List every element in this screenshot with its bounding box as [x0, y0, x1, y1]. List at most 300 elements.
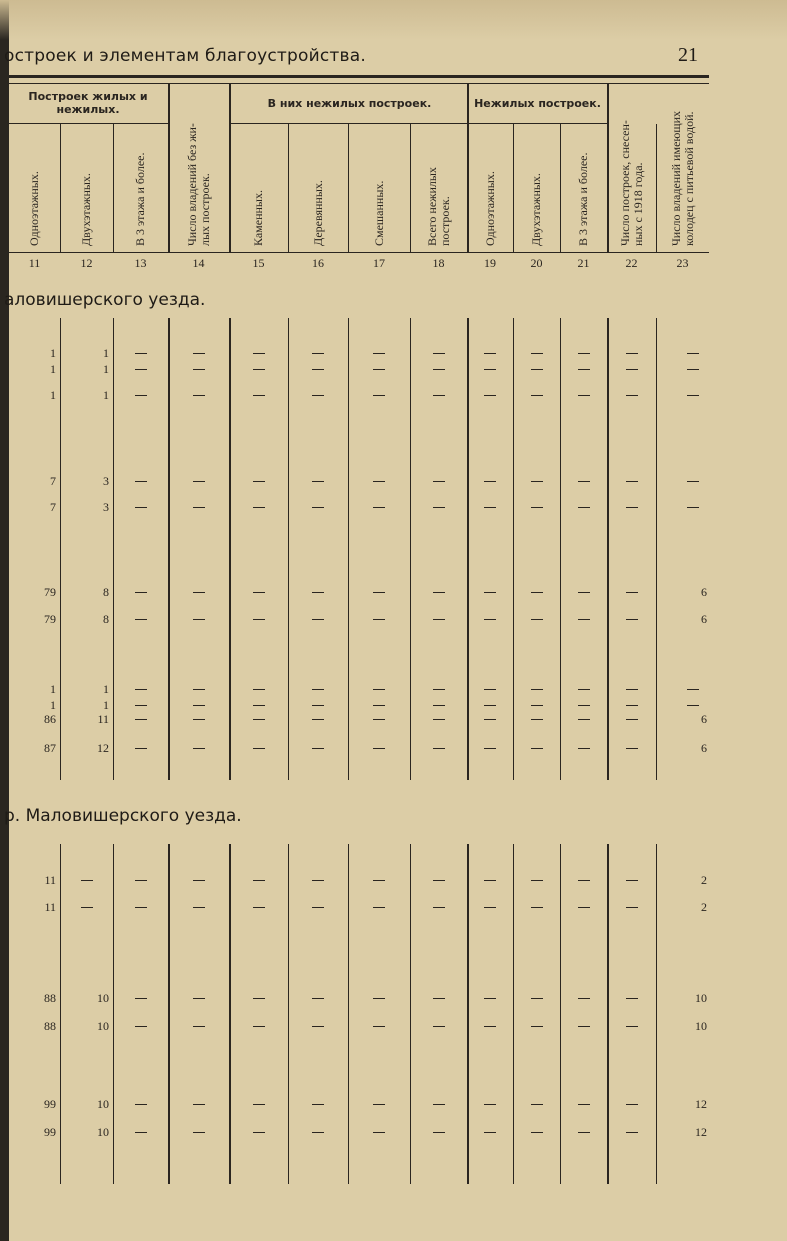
- empty-cell-dash: [433, 689, 445, 690]
- empty-cell-dash: [373, 705, 385, 706]
- cell-value: 11: [44, 900, 56, 914]
- column-number-19: 19: [484, 256, 496, 270]
- empty-cell-dash: [253, 619, 265, 620]
- empty-cell-dash: [135, 748, 147, 749]
- empty-cell-dash: [484, 592, 496, 593]
- column-number-17: 17: [373, 256, 385, 270]
- empty-cell-dash: [253, 689, 265, 690]
- empty-cell-dash: [253, 907, 265, 908]
- empty-cell-dash: [253, 481, 265, 482]
- empty-cell-dash: [253, 369, 265, 370]
- empty-cell-dash: [253, 748, 265, 749]
- empty-cell-dash: [312, 481, 324, 482]
- empty-cell-dash: [312, 998, 324, 999]
- empty-cell-dash: [193, 619, 205, 620]
- body-column-divider: [288, 318, 289, 780]
- empty-cell-dash: [373, 748, 385, 749]
- empty-cell-dash: [433, 1104, 445, 1105]
- cell-value: 1: [50, 682, 56, 696]
- empty-cell-dash: [135, 1026, 147, 1027]
- empty-cell-dash: [135, 719, 147, 720]
- empty-cell-dash: [433, 705, 445, 706]
- empty-cell-dash: [433, 619, 445, 620]
- empty-cell-dash: [193, 369, 205, 370]
- empty-cell-dash: [433, 719, 445, 720]
- empty-cell-dash: [312, 1104, 324, 1105]
- cell-value: 86: [44, 712, 56, 726]
- empty-cell-dash: [312, 907, 324, 908]
- cell-value: 3: [103, 500, 109, 514]
- header-column-divider: [467, 84, 469, 252]
- cell-value: 8: [103, 612, 109, 626]
- cell-value: 88: [44, 991, 56, 1005]
- cell-value: 6: [701, 741, 707, 755]
- empty-cell-dash: [484, 998, 496, 999]
- empty-cell-dash: [135, 507, 147, 508]
- cell-value: 1: [50, 362, 56, 376]
- cell-value: 6: [701, 585, 707, 599]
- empty-cell-dash: [531, 369, 543, 370]
- body-column-divider: [560, 844, 561, 1184]
- cell-value: 88: [44, 1019, 56, 1033]
- empty-cell-dash: [531, 1026, 543, 1027]
- cell-value: 1: [103, 388, 109, 402]
- section-title: р. Маловишерского уезда.: [4, 806, 242, 826]
- empty-cell-dash: [253, 719, 265, 720]
- empty-cell-dash: [312, 1132, 324, 1133]
- column-header-text: Число построек, снесен-: [617, 120, 632, 246]
- empty-cell-dash: [626, 719, 638, 720]
- empty-cell-dash: [193, 507, 205, 508]
- empty-cell-dash: [193, 395, 205, 396]
- empty-cell-dash: [484, 705, 496, 706]
- empty-cell-dash: [578, 592, 590, 593]
- header-column-divider: [560, 124, 561, 252]
- empty-cell-dash: [531, 619, 543, 620]
- empty-cell-dash: [687, 395, 699, 396]
- cell-value: 79: [44, 612, 56, 626]
- empty-cell-dash: [626, 592, 638, 593]
- empty-cell-dash: [373, 369, 385, 370]
- column-header-text: Смешанных.: [371, 180, 386, 246]
- column-number-23: 23: [676, 256, 689, 270]
- column-header-text: лых построек.: [197, 173, 212, 246]
- page-binding-shadow: [0, 0, 9, 1241]
- cell-value: 10: [97, 1019, 109, 1033]
- empty-cell-dash: [373, 719, 385, 720]
- column-header-text: Двухэтажных.: [79, 173, 93, 246]
- body-column-divider: [656, 318, 657, 780]
- body-column-divider: [168, 844, 170, 1184]
- empty-cell-dash: [253, 1132, 265, 1133]
- header-bottom-rule: [9, 252, 709, 253]
- empty-cell-dash: [373, 689, 385, 690]
- empty-cell-dash: [373, 353, 385, 354]
- empty-cell-dash: [135, 880, 147, 881]
- empty-cell-dash: [531, 880, 543, 881]
- column-header-text: Одноэтажных.: [482, 171, 497, 246]
- empty-cell-dash: [578, 705, 590, 706]
- body-column-divider: [513, 844, 514, 1184]
- body-column-divider: [467, 844, 469, 1184]
- empty-cell-dash: [373, 1026, 385, 1027]
- header-column-divider: [229, 84, 231, 252]
- empty-cell-dash: [135, 998, 147, 999]
- page-header-title: остроек и элементам благоустройства.: [4, 46, 366, 66]
- empty-cell-dash: [687, 481, 699, 482]
- empty-cell-dash: [433, 998, 445, 999]
- empty-cell-dash: [484, 481, 496, 482]
- body-column-divider: [113, 844, 114, 1184]
- cell-value: 12: [695, 1097, 707, 1111]
- empty-cell-dash: [312, 719, 324, 720]
- header-column-divider: [60, 124, 61, 252]
- cell-value: 7: [50, 474, 56, 488]
- body-column-divider: [229, 318, 231, 780]
- empty-cell-dash: [626, 619, 638, 620]
- column-header-text: В 3 этажа и более.: [133, 152, 147, 246]
- empty-cell-dash: [531, 907, 543, 908]
- column-header-text: Всего нежилых: [424, 167, 439, 246]
- empty-cell-dash: [484, 748, 496, 749]
- empty-cell-dash: [433, 592, 445, 593]
- empty-cell-dash: [373, 907, 385, 908]
- empty-cell-dash: [193, 1132, 205, 1133]
- empty-cell-dash: [578, 748, 590, 749]
- cell-value: 99: [44, 1125, 56, 1139]
- header-column-divider: [288, 124, 289, 252]
- empty-cell-dash: [373, 998, 385, 999]
- body-column-divider: [113, 318, 114, 780]
- empty-cell-dash: [578, 395, 590, 396]
- cell-value: 3: [103, 474, 109, 488]
- empty-cell-dash: [626, 880, 638, 881]
- empty-cell-dash: [312, 705, 324, 706]
- cell-value: 10: [695, 1019, 707, 1033]
- empty-cell-dash: [433, 880, 445, 881]
- header-column-divider: [168, 84, 170, 252]
- column-number-20: 20: [530, 256, 543, 270]
- header-column-divider: [348, 124, 349, 252]
- empty-cell-dash: [531, 689, 543, 690]
- empty-cell-dash: [373, 880, 385, 881]
- body-column-divider: [168, 318, 170, 780]
- empty-cell-dash: [578, 1132, 590, 1133]
- header-rule: [9, 75, 709, 78]
- column-header-text: ных с 1918 года.: [630, 162, 645, 246]
- empty-cell-dash: [312, 395, 324, 396]
- cell-value: 1: [103, 682, 109, 696]
- empty-cell-dash: [312, 1026, 324, 1027]
- empty-cell-dash: [433, 353, 445, 354]
- empty-cell-dash: [531, 507, 543, 508]
- empty-cell-dash: [193, 880, 205, 881]
- body-column-divider: [60, 844, 61, 1184]
- empty-cell-dash: [193, 481, 205, 482]
- empty-cell-dash: [484, 1104, 496, 1105]
- empty-cell-dash: [626, 1026, 638, 1027]
- empty-cell-dash: [373, 395, 385, 396]
- empty-cell-dash: [626, 1104, 638, 1105]
- empty-cell-dash: [81, 907, 93, 908]
- body-column-divider: [348, 844, 349, 1184]
- cell-value: 2: [701, 900, 707, 914]
- empty-cell-dash: [312, 592, 324, 593]
- cell-value: 8: [103, 585, 109, 599]
- empty-cell-dash: [531, 1132, 543, 1133]
- empty-cell-dash: [193, 1026, 205, 1027]
- page-top-tint: [0, 0, 787, 40]
- cell-value: 1: [103, 346, 109, 360]
- column-number-21: 21: [577, 256, 590, 270]
- empty-cell-dash: [312, 507, 324, 508]
- empty-cell-dash: [373, 1104, 385, 1105]
- empty-cell-dash: [253, 395, 265, 396]
- empty-cell-dash: [484, 907, 496, 908]
- body-column-divider: [656, 844, 657, 1184]
- header-column-divider: [656, 124, 657, 252]
- empty-cell-dash: [373, 507, 385, 508]
- body-column-divider: [513, 318, 514, 780]
- empty-cell-dash: [135, 592, 147, 593]
- column-header-text: Число владений без жи-: [184, 123, 199, 246]
- empty-cell-dash: [193, 748, 205, 749]
- body-column-divider: [348, 318, 349, 780]
- empty-cell-dash: [193, 907, 205, 908]
- header-column-divider: [113, 124, 114, 252]
- empty-cell-dash: [531, 705, 543, 706]
- empty-cell-dash: [578, 353, 590, 354]
- group-label-living: Построек жилых и нежилых.: [28, 90, 148, 116]
- empty-cell-dash: [135, 369, 147, 370]
- empty-cell-dash: [373, 619, 385, 620]
- empty-cell-dash: [433, 395, 445, 396]
- empty-cell-dash: [578, 1026, 590, 1027]
- empty-cell-dash: [626, 369, 638, 370]
- column-number-13: 13: [134, 256, 147, 270]
- empty-cell-dash: [626, 705, 638, 706]
- empty-cell-dash: [253, 705, 265, 706]
- empty-cell-dash: [626, 689, 638, 690]
- empty-cell-dash: [135, 689, 147, 690]
- column-header-text: Каменных.: [251, 190, 265, 246]
- cell-value: 1: [50, 698, 56, 712]
- empty-cell-dash: [626, 481, 638, 482]
- body-column-divider: [467, 318, 469, 780]
- column-number-22: 22: [625, 256, 638, 270]
- empty-cell-dash: [578, 719, 590, 720]
- empty-cell-dash: [531, 748, 543, 749]
- empty-cell-dash: [373, 1132, 385, 1133]
- empty-cell-dash: [253, 592, 265, 593]
- empty-cell-dash: [578, 507, 590, 508]
- header-column-divider: [607, 84, 609, 252]
- cell-value: 10: [695, 991, 707, 1005]
- empty-cell-dash: [484, 619, 496, 620]
- empty-cell-dash: [135, 1132, 147, 1133]
- empty-cell-dash: [687, 353, 699, 354]
- cell-value: 1: [103, 698, 109, 712]
- column-header-text: построек.: [437, 196, 452, 246]
- table-top-rule: [9, 83, 709, 84]
- group-label-nonliving: Нежилых построек.: [474, 97, 601, 110]
- empty-cell-dash: [484, 507, 496, 508]
- body-column-divider: [607, 844, 609, 1184]
- empty-cell-dash: [484, 353, 496, 354]
- column-number-14: 14: [192, 256, 205, 270]
- empty-cell-dash: [687, 705, 699, 706]
- empty-cell-dash: [433, 1132, 445, 1133]
- body-column-divider: [560, 318, 561, 780]
- empty-cell-dash: [578, 619, 590, 620]
- empty-cell-dash: [135, 619, 147, 620]
- empty-cell-dash: [193, 719, 205, 720]
- empty-cell-dash: [135, 1104, 147, 1105]
- empty-cell-dash: [193, 353, 205, 354]
- empty-cell-dash: [578, 880, 590, 881]
- empty-cell-dash: [253, 1104, 265, 1105]
- cell-value: 6: [701, 712, 707, 726]
- empty-cell-dash: [135, 395, 147, 396]
- cell-value: 10: [97, 1097, 109, 1111]
- cell-value: 87: [44, 741, 56, 755]
- empty-cell-dash: [531, 1104, 543, 1105]
- empty-cell-dash: [484, 395, 496, 396]
- empty-cell-dash: [135, 353, 147, 354]
- column-number-11: 11: [28, 256, 41, 270]
- column-header-text: Деревянных.: [310, 180, 325, 246]
- empty-cell-dash: [531, 998, 543, 999]
- cell-value: 2: [701, 873, 707, 887]
- empty-cell-dash: [484, 369, 496, 370]
- empty-cell-dash: [433, 1026, 445, 1027]
- header-column-divider: [410, 124, 411, 252]
- empty-cell-dash: [484, 1132, 496, 1133]
- empty-cell-dash: [626, 507, 638, 508]
- empty-cell-dash: [687, 507, 699, 508]
- empty-cell-dash: [531, 719, 543, 720]
- column-header-text: колодец с питьевой водой.: [681, 111, 696, 246]
- cell-value: 1: [50, 388, 56, 402]
- cell-value: 12: [97, 741, 109, 755]
- column-header-text: В 3 этажа и более.: [576, 152, 590, 246]
- empty-cell-dash: [578, 1104, 590, 1105]
- column-number-16: 16: [312, 256, 324, 270]
- empty-cell-dash: [687, 689, 699, 690]
- empty-cell-dash: [253, 353, 265, 354]
- empty-cell-dash: [531, 592, 543, 593]
- header-column-divider: [513, 124, 514, 252]
- body-column-divider: [60, 318, 61, 780]
- column-number-18: 18: [432, 256, 445, 270]
- empty-cell-dash: [193, 705, 205, 706]
- empty-cell-dash: [484, 1026, 496, 1027]
- column-header-text: Число владений имеющих: [668, 110, 683, 246]
- empty-cell-dash: [312, 689, 324, 690]
- empty-cell-dash: [578, 369, 590, 370]
- group-divider-living: [9, 123, 168, 124]
- empty-cell-dash: [433, 481, 445, 482]
- empty-cell-dash: [626, 907, 638, 908]
- empty-cell-dash: [578, 998, 590, 999]
- empty-cell-dash: [433, 507, 445, 508]
- empty-cell-dash: [253, 880, 265, 881]
- empty-cell-dash: [433, 748, 445, 749]
- empty-cell-dash: [253, 1026, 265, 1027]
- group-label-nonliving-in-them: В них нежилых построек.: [267, 97, 432, 110]
- body-column-divider: [288, 844, 289, 1184]
- empty-cell-dash: [312, 748, 324, 749]
- cell-value: 10: [97, 1125, 109, 1139]
- cell-value: 1: [50, 346, 56, 360]
- cell-value: 99: [44, 1097, 56, 1111]
- empty-cell-dash: [373, 592, 385, 593]
- empty-cell-dash: [484, 719, 496, 720]
- cell-value: 10: [97, 991, 109, 1005]
- column-number-15: 15: [252, 256, 265, 270]
- empty-cell-dash: [312, 369, 324, 370]
- empty-cell-dash: [193, 689, 205, 690]
- group-divider-nonliving: [467, 123, 607, 124]
- empty-cell-dash: [687, 369, 699, 370]
- empty-cell-dash: [312, 619, 324, 620]
- empty-cell-dash: [253, 507, 265, 508]
- cell-value: 79: [44, 585, 56, 599]
- empty-cell-dash: [433, 369, 445, 370]
- empty-cell-dash: [531, 395, 543, 396]
- section-title: аловишерского уезда.: [4, 290, 206, 310]
- empty-cell-dash: [81, 880, 93, 881]
- empty-cell-dash: [626, 1132, 638, 1133]
- cell-value: 1: [103, 362, 109, 376]
- empty-cell-dash: [626, 395, 638, 396]
- cell-value: 12: [695, 1125, 707, 1139]
- empty-cell-dash: [531, 353, 543, 354]
- empty-cell-dash: [312, 353, 324, 354]
- empty-cell-dash: [312, 880, 324, 881]
- empty-cell-dash: [193, 998, 205, 999]
- empty-cell-dash: [578, 907, 590, 908]
- column-number-12: 12: [80, 256, 93, 270]
- empty-cell-dash: [626, 353, 638, 354]
- cell-value: 7: [50, 500, 56, 514]
- body-column-divider: [410, 318, 411, 780]
- empty-cell-dash: [484, 689, 496, 690]
- empty-cell-dash: [373, 481, 385, 482]
- body-column-divider: [410, 844, 411, 1184]
- column-header-text: Двухэтажных.: [529, 173, 543, 246]
- empty-cell-dash: [135, 481, 147, 482]
- column-header-text: Одноэтажных.: [27, 171, 41, 246]
- empty-cell-dash: [531, 481, 543, 482]
- empty-cell-dash: [193, 592, 205, 593]
- empty-cell-dash: [578, 689, 590, 690]
- empty-cell-dash: [135, 907, 147, 908]
- empty-cell-dash: [193, 1104, 205, 1105]
- body-column-divider: [229, 844, 231, 1184]
- empty-cell-dash: [626, 998, 638, 999]
- page-number: 21: [678, 44, 698, 66]
- empty-cell-dash: [484, 880, 496, 881]
- empty-cell-dash: [253, 998, 265, 999]
- cell-value: 11: [44, 873, 56, 887]
- cell-value: 6: [701, 612, 707, 626]
- empty-cell-dash: [433, 907, 445, 908]
- body-column-divider: [607, 318, 609, 780]
- empty-cell-dash: [135, 705, 147, 706]
- empty-cell-dash: [578, 481, 590, 482]
- empty-cell-dash: [626, 748, 638, 749]
